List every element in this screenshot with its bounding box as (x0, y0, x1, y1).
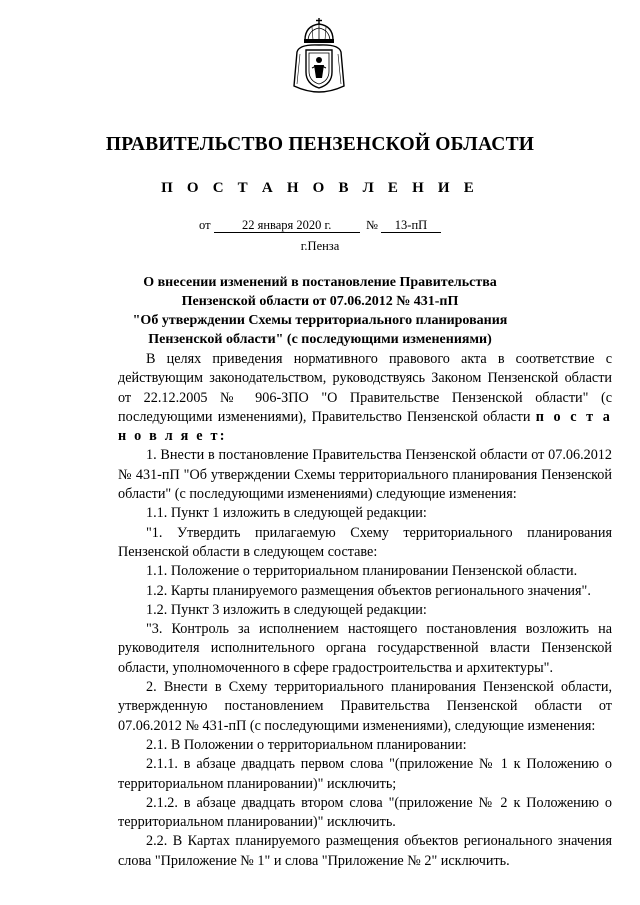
paragraph: 1.2. Карты планируемого размещения объектов регионального значения". (146, 582, 591, 599)
coat-of-arms-icon (291, 18, 347, 94)
paragraph: 2.1. В Положении о территориальном планировании: (146, 736, 467, 753)
city: г.Пенза (300, 239, 340, 253)
paragraph: 1.2. Пункт 3 изложить в следующей редакции: (146, 601, 427, 618)
paragraph: 2.1.2. в абзаце двадцать втором слова "(приложение № 2 к Положению о территориальном планировании)" исключить. (118, 794, 612, 831)
document-number: 13-пП (381, 218, 441, 233)
document-body (118, 350, 612, 871)
paragraph: 1.1. Положение о территориальном планировании Пензенской области. (146, 563, 578, 580)
document-heading (100, 273, 540, 349)
paragraph: 2.2. В Картах планируемого размещения объектов регионального значения слова "Приложение № 1" и слова "Приложение № 2" исключить. (118, 833, 612, 869)
paragraph (118, 350, 612, 446)
heading-line: "Об утверждении Схемы территориального планирования (132, 313, 508, 328)
decree-verb: п о с т а н о в л я е т: (118, 408, 612, 445)
paragraph: 1.1. Пункт 1 изложить в следующей редакции: (146, 505, 427, 522)
number-sign: № (365, 218, 378, 232)
paragraph: "1. Утвердить прилагаемую Схему территориального планирования Пензенской области в следующем составе: (118, 524, 612, 560)
date-number-line (0, 218, 640, 233)
heading-line: Пензенской области" (с последующими изменениями) (148, 332, 492, 347)
government-title: ПРАВИТЕЛЬСТВО ПЕНЗЕНСКОЙ ОБЛАСТИ (105, 134, 535, 155)
paragraph: "3. Контроль за исполнением настоящего постановления возложить на руководителя исполнительного органа государственной власти Пензенской области, уполномоченного в сфере градостроительства и архитектуры". (118, 621, 612, 676)
heading-line: О внесении изменений в постановление Правительства (143, 275, 497, 290)
paragraph: 1. Внести в постановление Правительства Пензенской области от 07.06.2012 № 431-пП "Об утверждении Схемы территориального планирования Пензенской области" (с последующими изменениями) следующие изменения: (118, 447, 612, 503)
paragraph: 2. Внести в Схему территориального планирования Пензенской области, утвержденную постановлением Правительства Пензенской области от 07.06.2012 № 431-пП (с последующими изменениями), следующие изменения: (118, 679, 612, 734)
intro-text: В целях приведения нормативного правового акта в соответствие с действующим законодательством, руководствуясь Законом Пензенской области от 22.12.2005 № 906-ЗПО "О Правительстве Пензенской области" (с последующими изменениями), Правительство Пензенской области (118, 351, 612, 425)
paragraph: 2.1.1. в абзаце двадцать первом слова "(приложение № 1 к Положению о территориальном планировании)" исключить; (118, 756, 612, 792)
heading-line: Пензенской области от 07.06.2012 № 431-пП (181, 294, 459, 309)
date-prefix: от (199, 218, 211, 232)
document-type: П О С Т А Н О В Л Е Н И Е (161, 180, 479, 196)
document-date: 22 января 2020 г. (214, 218, 360, 233)
